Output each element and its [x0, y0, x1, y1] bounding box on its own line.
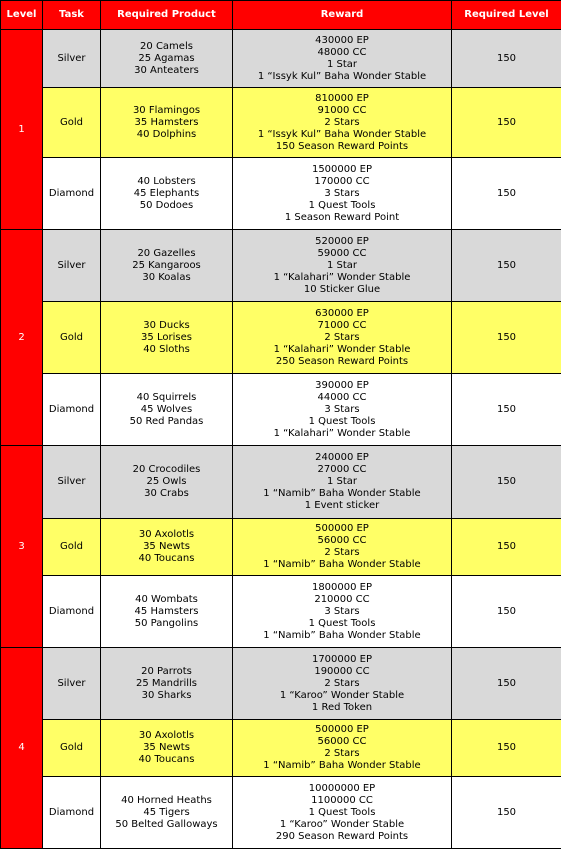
required-product-cell	[101, 648, 233, 720]
header-reward: Reward	[233, 1, 452, 30]
reward-line: 1 “Namib” Baha Wonder Stable	[263, 629, 421, 641]
reward-line: 1 “Namib” Baha Wonder Stable	[263, 559, 421, 570]
table-row	[1, 88, 561, 158]
reward-line: 1800000 EP	[311, 581, 373, 593]
required-product-cell	[101, 446, 233, 519]
reward-line: 59000 CC	[317, 247, 367, 259]
required-level-cell: 150	[452, 158, 561, 230]
task-cell: Silver	[43, 446, 101, 519]
table-row	[1, 158, 561, 230]
reward-line: 290 Season Reward Points	[275, 830, 409, 842]
reward-line: 10 Sticker Glue	[303, 283, 381, 295]
level-cell: 3	[1, 446, 43, 648]
table-row	[1, 576, 561, 648]
reward-line: 1 Season Reward Point	[284, 211, 400, 223]
task-cell: Silver	[43, 648, 101, 720]
product-line: 35 Newts	[143, 742, 190, 753]
reward-line: 1 “Karoo” Wonder Stable	[279, 818, 405, 830]
reward-line: 2 Stars	[324, 331, 360, 343]
product-line: 40 Wombats	[135, 593, 198, 605]
reward-line: 91000 CC	[317, 104, 367, 116]
required-level-cell: 150	[452, 88, 561, 158]
product-line: 30 Flamingos	[132, 104, 201, 116]
reward-line: 10000000 EP	[308, 782, 376, 794]
header-level: Level	[1, 1, 43, 30]
task-cell: Diamond	[43, 777, 101, 849]
product-line: 35 Lorises	[141, 331, 192, 343]
table-row	[1, 777, 561, 849]
reward-line: 1500000 EP	[311, 163, 373, 175]
reward-line: 1 Event sticker	[304, 500, 380, 511]
product-line: 50 Pangolins	[134, 617, 199, 629]
required-product-cell	[101, 230, 233, 302]
reward-line: 2 Stars	[324, 116, 360, 128]
product-line: 30 Anteaters	[134, 64, 199, 76]
level-cell: 4	[1, 648, 43, 849]
reward-line: 1 “Kalahari” Wonder Stable	[273, 271, 411, 283]
reward-line: 1 “Issyk Kul” Baha Wonder Stable	[257, 70, 427, 82]
required-level-cell: 150	[452, 446, 561, 519]
task-cell: Gold	[43, 720, 101, 777]
task-cell: Diamond	[43, 576, 101, 648]
table-body	[1, 30, 561, 849]
header-task: Task	[43, 1, 101, 30]
table-row	[1, 30, 561, 88]
product-line: 25 Owls	[146, 476, 187, 487]
required-level-cell: 150	[452, 519, 561, 576]
reward-line: 170000 CC	[314, 175, 370, 187]
table-row	[1, 720, 561, 777]
product-line: 45 Hamsters	[134, 605, 199, 617]
table-row	[1, 446, 561, 519]
reward-line: 1 “Kalahari” Wonder Stable	[273, 343, 411, 355]
reward-line: 430000 EP	[315, 34, 369, 46]
reward-line: 810000 EP	[315, 92, 369, 104]
required-product-cell	[101, 302, 233, 374]
required-level-cell: 150	[452, 648, 561, 720]
reward-cell	[233, 374, 452, 446]
product-line: 45 Elephants	[133, 187, 200, 199]
product-line: 45 Wolves	[140, 403, 193, 415]
reward-line: 1 Quest Tools	[308, 415, 376, 427]
reward-line: 630000 EP	[315, 307, 369, 319]
required-product-cell	[101, 777, 233, 849]
product-line: 50 Belted Galloways	[115, 818, 218, 830]
task-cell: Diamond	[43, 374, 101, 446]
reward-line: 71000 CC	[317, 319, 367, 331]
header-required-level: Required Level	[452, 1, 561, 30]
reward-line: 2 Stars	[324, 748, 360, 759]
task-cell: Silver	[43, 230, 101, 302]
product-line: 25 Agamas	[138, 52, 195, 64]
product-line: 20 Crocodiles	[132, 464, 201, 475]
reward-line: 150 Season Reward Points	[275, 140, 409, 152]
product-line: 40 Dolphins	[136, 128, 197, 140]
reward-line: 1 “Issyk Kul” Baha Wonder Stable	[257, 128, 427, 140]
task-cell: Gold	[43, 302, 101, 374]
reward-cell	[233, 30, 452, 88]
table-row	[1, 519, 561, 576]
product-line: 40 Sloths	[143, 343, 190, 355]
table-row	[1, 230, 561, 302]
reward-line: 2 Stars	[324, 677, 360, 689]
reward-line: 250 Season Reward Points	[275, 355, 409, 367]
product-line: 45 Tigers	[143, 806, 190, 818]
product-line: 30 Axolotls	[138, 730, 195, 741]
product-line: 40 Toucans	[138, 754, 195, 765]
product-line: 25 Kangaroos	[132, 259, 201, 271]
required-product-cell	[101, 158, 233, 230]
reward-line: 240000 EP	[315, 452, 369, 463]
reward-cell	[233, 720, 452, 777]
product-line: 40 Toucans	[138, 553, 195, 564]
reward-line: 1 “Namib” Baha Wonder Stable	[263, 488, 421, 499]
product-line: 30 Crabs	[144, 488, 189, 499]
task-cell: Silver	[43, 30, 101, 88]
product-line: 30 Axolotls	[138, 529, 195, 540]
reward-cell	[233, 158, 452, 230]
reward-cell	[233, 576, 452, 648]
required-product-cell	[101, 88, 233, 158]
reward-line: 1 Quest Tools	[308, 806, 376, 818]
reward-line: 390000 EP	[315, 379, 369, 391]
required-product-cell	[101, 374, 233, 446]
product-line: 35 Hamsters	[134, 116, 199, 128]
reward-cell	[233, 446, 452, 519]
reward-line: 1 Star	[326, 259, 358, 271]
reward-line: 1 Quest Tools	[308, 199, 376, 211]
product-line: 20 Gazelles	[137, 247, 196, 259]
task-cell: Gold	[43, 88, 101, 158]
header-required-product: Required Product	[101, 1, 233, 30]
reward-line: 1 “Karoo” Wonder Stable	[279, 689, 405, 701]
reward-line: 2 Stars	[324, 547, 360, 558]
required-level-cell: 150	[452, 230, 561, 302]
reward-cell	[233, 88, 452, 158]
required-level-cell: 150	[452, 30, 561, 88]
reward-line: 48000 CC	[317, 46, 367, 58]
product-line: 35 Newts	[143, 541, 190, 552]
level-cell: 1	[1, 30, 43, 230]
table-row	[1, 648, 561, 720]
product-line: 20 Camels	[140, 40, 193, 52]
reward-line: 1 “Namib” Baha Wonder Stable	[263, 760, 421, 771]
product-line: 30 Koalas	[142, 271, 191, 283]
reward-cell	[233, 777, 452, 849]
reward-cell	[233, 230, 452, 302]
table-row	[1, 302, 561, 374]
reward-line: 56000 CC	[317, 535, 367, 546]
reward-line: 500000 EP	[315, 724, 369, 735]
reward-line: 210000 CC	[314, 593, 370, 605]
reward-line: 56000 CC	[317, 736, 367, 747]
product-line: 20 Parrots	[141, 665, 192, 677]
reward-line: 3 Stars	[324, 187, 360, 199]
reward-cell	[233, 302, 452, 374]
product-line: 50 Dodoes	[139, 199, 194, 211]
reward-line: 3 Stars	[324, 605, 360, 617]
reward-line: 1 “Kalahari” Wonder Stable	[273, 427, 411, 439]
reward-cell	[233, 648, 452, 720]
reward-line: 1100000 CC	[311, 794, 373, 806]
reward-line: 520000 EP	[315, 235, 369, 247]
required-product-cell	[101, 720, 233, 777]
header-row	[1, 1, 561, 30]
reward-line: 44000 CC	[317, 391, 367, 403]
reward-line: 190000 CC	[314, 665, 370, 677]
reward-line: 1 Star	[326, 476, 358, 487]
required-level-cell: 150	[452, 777, 561, 849]
required-level-cell: 150	[452, 302, 561, 374]
product-line: 30 Ducks	[143, 319, 190, 331]
required-level-cell: 150	[452, 720, 561, 777]
required-level-cell: 150	[452, 374, 561, 446]
reward-line: 1 Star	[326, 58, 358, 70]
reward-line: 27000 CC	[317, 464, 367, 475]
product-line: 40 Lobsters	[137, 175, 196, 187]
reward-cell	[233, 519, 452, 576]
product-line: 30 Sharks	[141, 689, 192, 701]
required-product-cell	[101, 30, 233, 88]
reward-line: 1 Quest Tools	[308, 617, 376, 629]
reward-line: 3 Stars	[324, 403, 360, 415]
product-line: 50 Red Pandas	[129, 415, 204, 427]
level-cell: 2	[1, 230, 43, 446]
task-cell: Diamond	[43, 158, 101, 230]
task-cell: Gold	[43, 519, 101, 576]
required-product-cell	[101, 576, 233, 648]
reward-line: 1700000 EP	[311, 653, 373, 665]
required-product-cell	[101, 519, 233, 576]
reward-line: 1 Red Token	[311, 701, 373, 713]
product-line: 40 Horned Heaths	[121, 794, 212, 806]
required-level-cell: 150	[452, 576, 561, 648]
table-row	[1, 374, 561, 446]
reward-line: 500000 EP	[315, 523, 369, 534]
product-line: 25 Mandrills	[135, 677, 197, 689]
product-line: 40 Squirrels	[136, 391, 197, 403]
